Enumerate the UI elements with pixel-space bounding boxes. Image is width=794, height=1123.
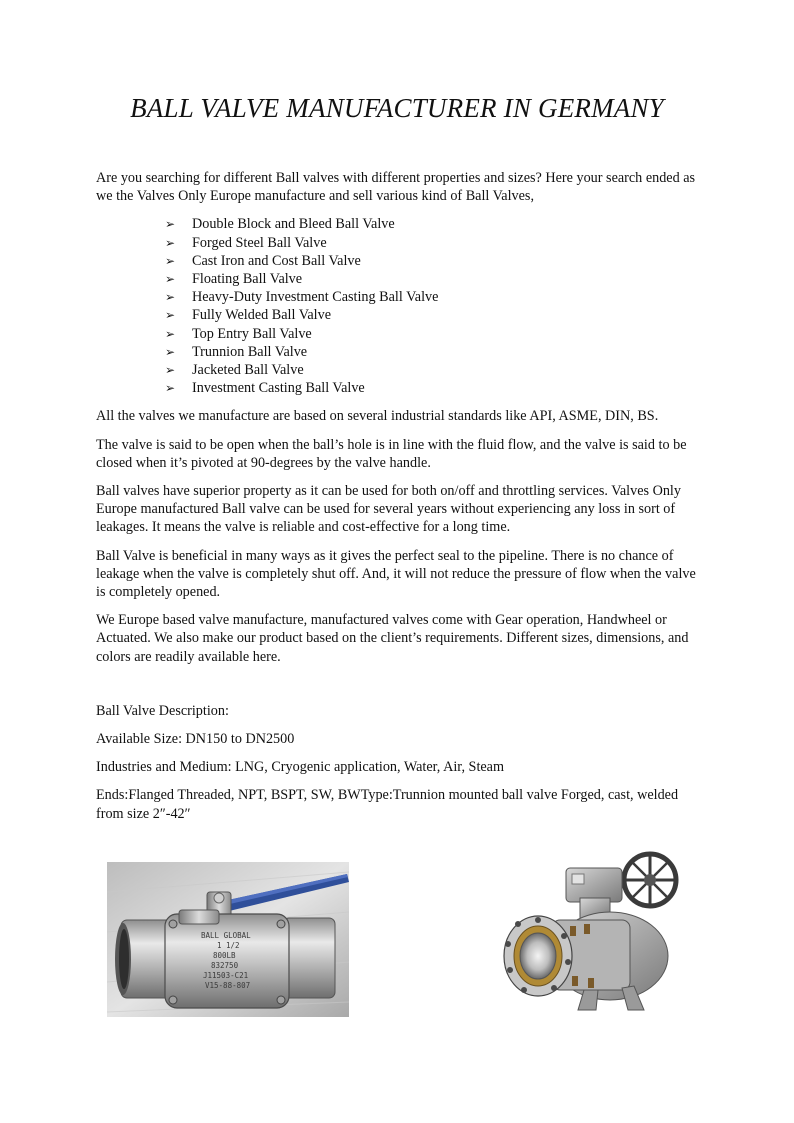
document-body <box>96 169 700 833</box>
paragraph-standards: All the valves we manufacture are based on several industrial standards like API, ASME, DIN, BS. <box>96 408 659 425</box>
description-heading: Ball Valve Description: <box>96 702 229 719</box>
spacer <box>96 676 700 702</box>
page-title: BALL VALVE MANUFACTURER IN GERMANY <box>130 93 664 123</box>
arrowhead-bullet-icon: ➢ <box>165 344 176 359</box>
arrowhead-bullet-icon: ➢ <box>165 326 176 341</box>
engraving-line: 832750 <box>211 961 239 970</box>
list-item: ➢ Trunnion Ball Valve <box>165 343 308 360</box>
arrowhead-bullet-icon: ➢ <box>165 253 176 268</box>
paragraph-superior-property: Ball valves have superior property as it can be used for both on/off and throttling services. Valves Only Europe manufactured Ball valve can be used for several years without experiencing any loss in sort of leakages. It means the valve is reliable and cost-effective for a long time. <box>96 483 681 536</box>
engraving-line: J11503-C21 <box>203 971 249 980</box>
list-item: ➢ Heavy-Duty Investment Casting Ball Valve <box>165 289 439 306</box>
arrowhead-bullet-icon: ➢ <box>165 381 176 396</box>
engraving-line: BALL GLOBAL <box>201 931 251 940</box>
list-item: ➢ Double Block and Bleed Ball Valve <box>165 216 395 233</box>
engraving-line: 1 1/2 <box>217 941 240 950</box>
trunnion-ball-valve-image <box>492 850 688 1018</box>
list-item: ➢ Top Entry Ball Valve <box>165 325 312 342</box>
valve-types-list <box>96 215 700 397</box>
arrowhead-bullet-icon: ➢ <box>165 308 176 323</box>
arrowhead-bullet-icon: ➢ <box>165 290 176 305</box>
paragraph-benefits: Ball Valve is beneficial in many ways as it gives the perfect seal to the pipeline. There is no chance of leakage when the valve is completely shut off. And, it will not reduce the pressure of flow when the valve is completely opened. <box>96 547 696 601</box>
description-industries: Industries and Medium: LNG, Cryogenic application, Water, Air, Steam <box>96 759 505 776</box>
engraving-line: V15-88-807 <box>205 981 251 990</box>
list-item: ➢ Forged Steel Ball Valve <box>165 234 327 251</box>
arrowhead-bullet-icon: ➢ <box>165 217 176 232</box>
description-ends: Ends:Flanged Threaded, NPT, BSPT, SW, BWType:Trunnion mounted ball valve Forged, cast, welded from size 2″-42″ <box>96 787 679 822</box>
intro-paragraph: Are you searching for different Ball valves with different properties and sizes? Here your search ended as we the Valves Only Europe manufacture and sell various kind of Ball Valves, <box>96 170 696 205</box>
arrowhead-bullet-icon: ➢ <box>165 363 176 378</box>
arrowhead-bullet-icon: ➢ <box>165 235 176 250</box>
description-size: Available Size: DN150 to DN2500 <box>96 731 295 748</box>
list-item: ➢ Floating Ball Valve <box>165 271 303 288</box>
list-item: ➢ Jacketed Ball Valve <box>165 362 304 379</box>
paragraph-open-closed: The valve is said to be open when the ball’s hole is in line with the fluid flow, and the valve is said to be closed when it’s pivoted at 90-degrees by the valve handle. <box>96 436 687 471</box>
list-item: ➢ Investment Casting Ball Valve <box>165 380 365 397</box>
list-item: ➢ Fully Welded Ball Valve <box>165 307 332 324</box>
paragraph-operation: We Europe based valve manufacture, manufactured valves come with Gear operation, Handwheel or Actuated. We also make our product based on the client’s requirements. Different sizes, dimensions, and colors are readily available here. <box>96 612 689 665</box>
stainless-ball-valve-image <box>107 862 349 1017</box>
list-item: ➢ Cast Iron and Cost Ball Valve <box>165 252 361 269</box>
arrowhead-bullet-icon: ➢ <box>165 272 176 287</box>
engraving-line: 800LB <box>213 951 236 960</box>
